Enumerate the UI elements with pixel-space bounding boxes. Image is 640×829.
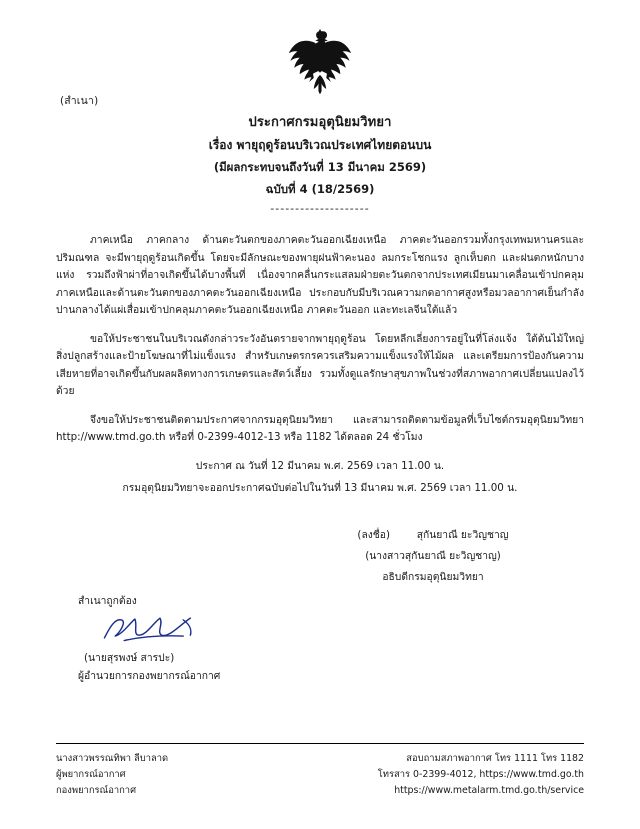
certify-name: (นายสุรพงษ์ สารปะ): [84, 652, 175, 664]
heading-divider: --------------------: [270, 202, 370, 215]
garuda-emblem: [281, 28, 359, 100]
paragraph-1: ภาคเหนือ ภาคกลาง ด้านตะวันตกของภาคตะวันออกเฉียงเหนือ ภาคตะวันออกรวมทั้งกรุงเทพมหานครและปริมณฑล จะมีพายุฤดูร้อนเกิดขึ้น โดยจะมีลักษณะของพายุฝนฟ้าคะนอง ลมกระโชกแรง ลูกเห็บตก และฝนตกหนักบางแห่ง รวมถึงฟ้าผ่าที่อาจเกิดขึ้นได้บางพื้นที่ เนื่องจากคลื่นกระแสลมฝ่ายตะวันตกจากประเทศเมียนมาเคลื่อนเข้าปกคลุมภาคเหนือและด้านตะวันตกของภาคตะวันออกเฉียงเหนือ ประกอบกับมีบริเวณความกดอากาศสูงหรือมวลอากาศเย็นกำลังปานกลางได้แผ่เสื่อมเข้าปกคลุมภาคตะวันออกเฉียงเหนือ ภาคตะวันออก และทะเลจีนใต้แล้ว: [56, 234, 584, 316]
footer-left-line-3: กองพยากรณ์อากาศ: [56, 785, 137, 796]
document-footer: [56, 743, 584, 799]
signed-name: สุกันยาณี ยะวิญชาญ: [416, 529, 509, 541]
announce-date-line: ประกาศ ณ วันที่ 12 มีนาคม พ.ศ. 2569 เวลา 11.00 น.: [195, 460, 445, 472]
next-announce-line: กรมอุตุนิยมวิทยาจะออกประกาศฉบับต่อไปในวันที่ 13 มีนาคม พ.ศ. 2569 เวลา 11.00 น.: [122, 482, 518, 494]
emblem-container: [0, 28, 640, 100]
document-body: [56, 232, 584, 458]
announcement-lines: [56, 455, 584, 499]
signature-block: [318, 525, 548, 588]
signature-name-paren: (นางสาวสุกันยาณี ยะวิญชาญ): [365, 550, 501, 562]
copy-mark: (สำเนา): [60, 95, 99, 107]
footer-right-line-1: สอบถามสภาพอากาศ โทร 1111 โทร 1182: [406, 753, 584, 764]
signature-position: อธิบดีกรมอุตุนิยมวิทยา: [382, 571, 484, 583]
footer-right-line-2[interactable]: โทรสาร 0-2399-4012, https://www.tmd.go.th: [377, 769, 584, 780]
footer-right: [378, 751, 584, 799]
heading-subject: เรื่อง พายุฤดูร้อนบริเวณประเทศไทยตอนบน: [208, 138, 432, 152]
handwritten-signature-icon: [96, 611, 206, 645]
footer-left-line-2: ผู้พยากรณ์อากาศ: [56, 769, 126, 780]
footer-left-line-1: นางสาวพรรณทิพา ลีบาลาด: [56, 753, 169, 764]
heading-issue-number: ฉบับที่ 4 (18/2569): [265, 182, 375, 196]
certify-position: ผู้อำนวยการกองพยากรณ์อากาศ: [78, 670, 221, 682]
heading-effective: (มีผลกระทบจนถึงวันที่ 13 มีนาคม 2569): [213, 160, 427, 174]
signature-signed-row: [318, 525, 548, 546]
document-heading: [56, 112, 584, 215]
paragraph-2: ขอให้ประชาชนในบริเวณดังกล่าวระวังอันตรายจากพายุฤดูร้อน โดยหลีกเลี่ยงการอยู่ในที่โล่งแจ้ง ใต้ต้นไม้ใหญ่ สิ่งปลูกสร้างและป้ายโฆษณาที่ไม่แข็งแรง สำหรับเกษตรกรควรเสริมความแข็งแรงให้ไม้ผล และเตรียมการป้องกันความเสียหายที่อาจเกิดขึ้นกับผลผลิตทางการเกษตรและสัตว์เลี้ยง รวมทั้งดูแลรักษาสุขภาพในช่วงที่สภาพอากาศเปลี่ยนแปลงไว้ด้วย: [56, 332, 584, 397]
heading-title: ประกาศกรมอุตุนิยมวิทยา: [248, 115, 392, 130]
footer-right-line-3[interactable]: https://www.metalarm.tmd.go.th/service: [394, 785, 584, 796]
footer-left: [56, 751, 168, 799]
certify-label: สำเนาถูกต้อง: [78, 595, 137, 607]
signed-label: (ลงชื่อ): [357, 529, 390, 541]
certify-block: [78, 592, 318, 685]
paragraph-3: จึงขอให้ประชาชนติดตามประกาศจากกรมอุตุนิยมวิทยา และสามารถติดตามข้อมูลที่เว็บไซต์กรมอุตุนิยมวิทยา http://www.tmd.go.th หรือที่ 0-2399-4012-13 หรือ 1182 ได้ตลอด 24 ชั่วโมง: [56, 413, 584, 443]
